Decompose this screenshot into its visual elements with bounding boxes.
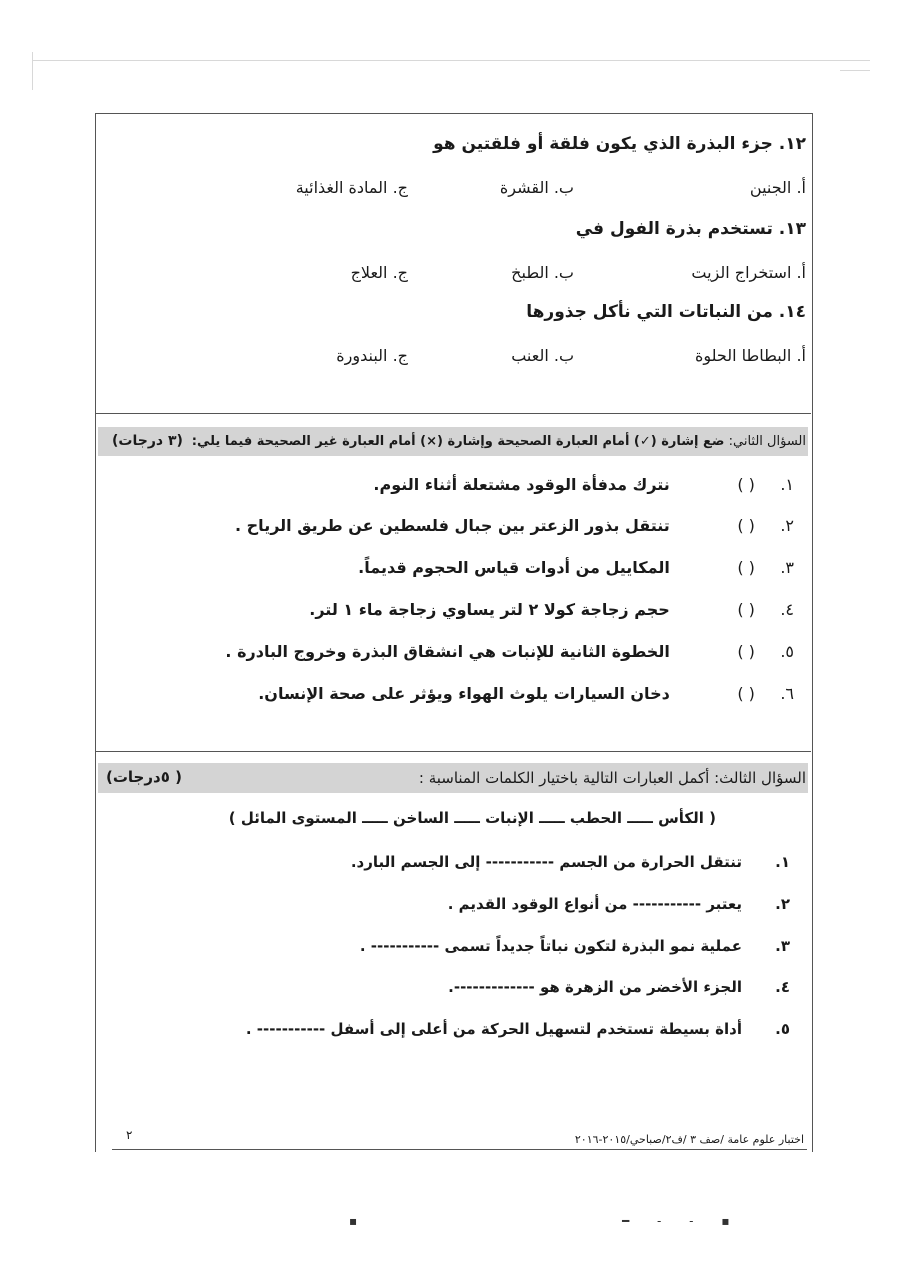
- item-number: ٣.: [775, 937, 790, 955]
- tf-item-3: [358, 558, 794, 577]
- fill-item-1: [351, 853, 790, 871]
- item-number: ١.: [775, 853, 790, 871]
- item-number: ٢.: [780, 516, 794, 535]
- scan-line: [32, 60, 870, 61]
- tf-item-6: [258, 684, 794, 703]
- item-number: ٥.: [775, 1020, 790, 1038]
- item-number: ٥.: [780, 642, 794, 661]
- section3-marks: ( ٥درجات): [106, 768, 182, 786]
- page-frame-bottom: [112, 1149, 807, 1150]
- tf-item-4: [309, 600, 794, 619]
- item-number: ٤.: [775, 978, 790, 996]
- item-number: ٣.: [780, 558, 794, 577]
- answer-blank: ( ): [737, 600, 755, 619]
- scan-mark: [840, 70, 870, 71]
- answer-blank: ( ): [737, 516, 755, 535]
- section2-marks: (٣ درجات): [112, 433, 183, 449]
- item-number: ٦.: [780, 684, 794, 703]
- option-13-c: ج. العلاج: [350, 263, 408, 282]
- option-14-b: ب. العنب: [511, 346, 574, 365]
- question-12: ١٢. جزء البذرة الذي يكون فلقة أو فلقتين هو: [433, 134, 806, 154]
- option-12-a: أ. الجنين: [749, 178, 806, 197]
- item-number: ٢.: [775, 895, 790, 913]
- item-number: ٤.: [780, 600, 794, 619]
- fill-item-3: [360, 937, 790, 955]
- option-13-b: ب. الطبخ: [511, 263, 574, 282]
- option-12-b: ب. القشرة: [499, 178, 574, 197]
- answer-blank: ( ): [737, 642, 755, 661]
- statement: نترك مدفأة الوقود مشتعلة أثناء النوم.: [373, 475, 670, 494]
- tf-item-1: [373, 475, 794, 494]
- option-14-c: ج. البندورة: [336, 346, 408, 365]
- page-number: ٢: [126, 1128, 133, 1142]
- section-divider: [95, 751, 811, 752]
- statement: حجم زجاجة كولا ٢ لتر يساوي زجاجة ماء ١ لتر.: [309, 600, 670, 619]
- section2-label: السؤال الثاني:: [728, 434, 806, 449]
- option-12-c: ج. المادة الغذائية: [295, 178, 408, 197]
- scan-speck: ▪ - - ━: [622, 1214, 742, 1228]
- answer-blank: ( ): [737, 684, 755, 703]
- section-divider: [95, 413, 811, 414]
- answer-blank: ( ): [737, 475, 755, 494]
- scan-speck: ▪: [349, 1214, 358, 1228]
- section3-header-text: السؤال الثالث: أكمل العبارات التالية باختيار الكلمات المناسبة :: [418, 769, 806, 787]
- option-14-a: أ. البطاطا الحلوة: [694, 346, 806, 365]
- section2-header-text: ضع إشارة (✓) أمام العبارة الصحيحة وإشارة (×) أمام العبارة غير الصحيحة فيما يلي:: [191, 434, 725, 449]
- statement: الخطوة الثانية للإنبات هي انشقاق البذرة وخروج البادرة .: [225, 642, 670, 661]
- footer-exam-info: اختبار علوم عامة /صف ٣ /ف٢/صباحي/٢٠١٥-٢٠١٦: [574, 1133, 804, 1146]
- question-13: ١٣. تستخدم بذرة الفول في: [575, 219, 806, 239]
- item-number: ١.: [780, 475, 794, 494]
- statement: تنتقل الحرارة من الجسم ----------- إلى الجسم البارد.: [350, 853, 742, 871]
- fill-item-2: [448, 895, 790, 913]
- statement: أداة بسيطة تستخدم لتسهيل الحركة من أعلى إلى أسفل ----------- .: [245, 1020, 742, 1038]
- word-bank: ( الكأس ـــــ الحطب ـــــ الإنبات ـــــ الساخن ـــــ المستوى المائل ): [228, 809, 716, 827]
- statement: يعتبر ----------- من أنواع الوقود القديم .: [447, 895, 742, 913]
- question-14: ١٤. من النباتات التي نأكل جذورها: [526, 302, 806, 322]
- fill-item-5: [246, 1020, 790, 1038]
- option-13-a: أ. استخراج الزيت: [691, 263, 806, 282]
- statement: المكاييل من أدوات قياس الحجوم قديماً.: [358, 558, 670, 577]
- scan-mark: [32, 52, 33, 90]
- fill-item-4: [448, 978, 790, 996]
- tf-item-5: [225, 642, 794, 661]
- section2-instruction: [192, 434, 806, 449]
- answer-blank: ( ): [737, 558, 755, 577]
- statement: عملية نمو البذرة لتكون نباتاً جديداً تسمى ----------- .: [359, 937, 742, 955]
- tf-item-2: [235, 516, 794, 535]
- statement: دخان السيارات يلوث الهواء ويؤثر على صحة الإنسان.: [258, 684, 670, 703]
- statement: تنتقل بذور الزعتر بين جبال فلسطين عن طريق الرياح .: [235, 516, 670, 535]
- statement: الجزء الأخضر من الزهرة هو -------------.: [448, 978, 742, 996]
